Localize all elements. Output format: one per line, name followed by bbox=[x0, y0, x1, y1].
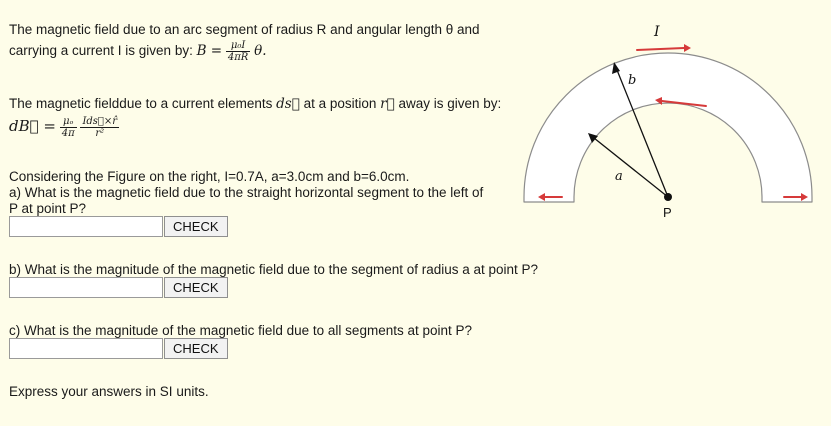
arc-formula-numerator: μ₀I bbox=[226, 40, 250, 52]
arc-formula-denominator: 4πR bbox=[227, 52, 249, 63]
biot-sentence-a: The magnetic fielddue to a current elements bbox=[9, 96, 277, 111]
label-current: I bbox=[654, 24, 660, 40]
biot-sentence-b: at a position bbox=[299, 96, 381, 111]
arc-formula-lhs: B = bbox=[196, 43, 223, 60]
given-values: Considering the Figure on the right, I=0.7A, a=3.0cm and b=6.0cm. bbox=[9, 169, 410, 184]
biot-mu-denominator: 4π bbox=[61, 128, 75, 139]
biot-mu-numerator: μₒ bbox=[60, 116, 77, 128]
wire-band bbox=[524, 53, 812, 202]
outer-arc-arrow-shaft bbox=[637, 48, 684, 50]
answer-c-input[interactable] bbox=[9, 338, 163, 359]
label-a: a bbox=[615, 169, 623, 184]
radius-a-line bbox=[594, 138, 668, 197]
question-a-line-1: a) What is the magnetic field due to the straight horizontal segment to the left of bbox=[9, 185, 484, 200]
check-c-button[interactable]: CHECK bbox=[164, 338, 228, 359]
question-c: c) What is the magnitude of the magnetic field due to all segments at point P? bbox=[9, 323, 473, 338]
ds-symbol: ds⃗ bbox=[276, 96, 300, 112]
biot-formula-lhs: dB⃗ = bbox=[9, 117, 56, 136]
r-symbol: r⃗ bbox=[380, 96, 395, 112]
biot-cross-numerator: Ids⃗×r̂ bbox=[82, 116, 118, 127]
biot-sentence bbox=[9, 95, 501, 113]
check-a-button[interactable]: CHECK bbox=[164, 216, 228, 237]
biot-mu-fraction bbox=[60, 116, 77, 139]
answer-row-a bbox=[9, 216, 228, 237]
answer-row-c bbox=[9, 338, 228, 359]
answer-a-input[interactable] bbox=[9, 216, 163, 237]
question-b: b) What is the magnitude of the magnetic field due to the segment of radius a at point P? bbox=[9, 262, 539, 277]
biot-sentence-c: away is given by: bbox=[394, 96, 502, 111]
intro-line-1: The magnetic field due to an arc segment of radius R and angular length θ and bbox=[9, 22, 480, 37]
answer-b-input[interactable] bbox=[9, 277, 163, 298]
biot-cross-fraction bbox=[80, 116, 119, 139]
check-b-button[interactable]: CHECK bbox=[164, 277, 228, 298]
label-point-p: P bbox=[663, 205, 672, 220]
arc-formula-theta: θ. bbox=[254, 43, 267, 60]
si-units-note: Express your answers in SI units. bbox=[9, 384, 209, 399]
answer-row-b bbox=[9, 277, 228, 298]
question-a-line-2: P at point P? bbox=[9, 201, 87, 216]
intro-line-2-text: carrying a current I is given by: bbox=[9, 43, 197, 59]
label-b: b bbox=[628, 73, 637, 88]
arc-circuit-figure bbox=[515, 10, 825, 225]
intro-line-2 bbox=[9, 40, 267, 63]
arc-formula-fraction bbox=[226, 40, 250, 63]
point-p-dot bbox=[664, 193, 672, 201]
outer-arc-arrow-head bbox=[684, 44, 691, 52]
biot-cross-denominator: r² bbox=[95, 128, 105, 139]
biot-formula bbox=[9, 116, 119, 139]
